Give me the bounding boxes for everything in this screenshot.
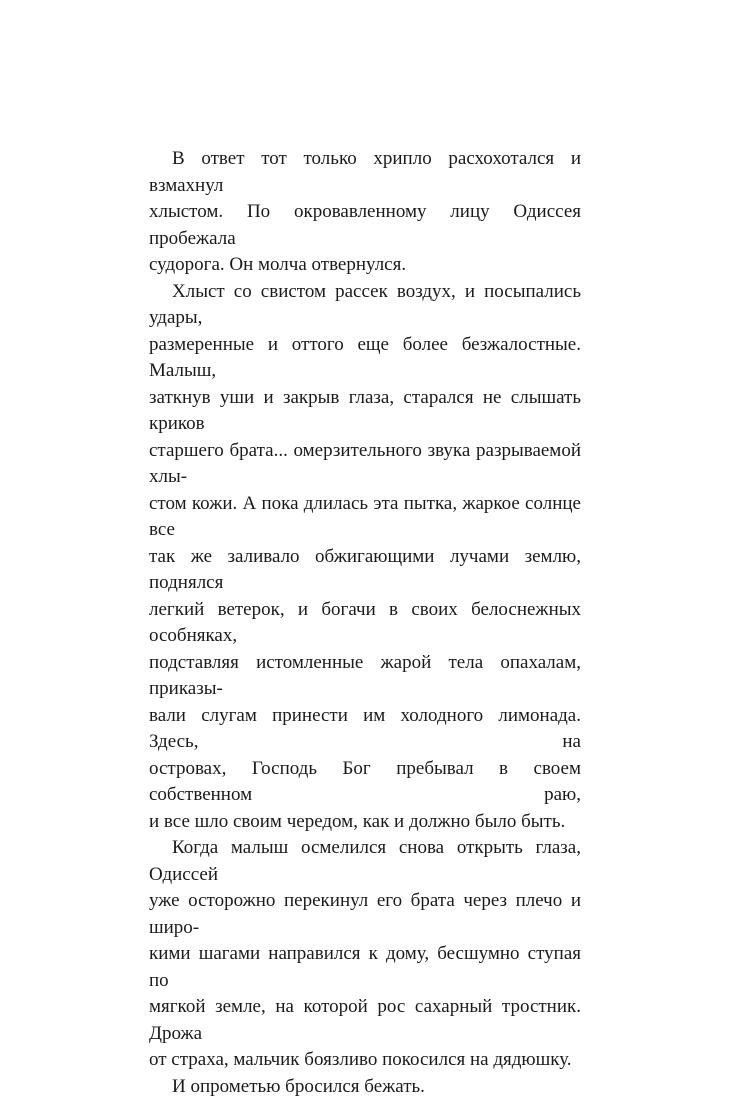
text-line: так же заливало обжигающими лучами землю, поднялся xyxy=(149,544,581,597)
text-line: Когда малыш осмелился снова открыть глаза, Одиссей xyxy=(149,835,581,888)
text-line: кими шагами направился к дому, бесшумно ступая по xyxy=(149,941,581,994)
paragraph-1 xyxy=(149,146,581,279)
text-line: стом кожи. А пока длилась эта пытка, жаркое солнце все xyxy=(149,491,581,544)
text-line: И опрометью бросился бежать. xyxy=(149,1074,581,1100)
text-line: В ответ тот только хрипло расхохотался и взмахнул xyxy=(149,146,581,199)
text-line: уже осторожно перекинул его брата через плечо и широ- xyxy=(149,888,581,941)
text-line: легкий ветерок, и богачи в своих белоснежных особняках, xyxy=(149,597,581,650)
text-line: Хлыст со свистом рассек воздух, и посыпались удары, xyxy=(149,279,581,332)
text-line: подставляя истомленные жарой тела опахалам, приказы- xyxy=(149,650,581,703)
text-line: вали слугам принести им холодного лимонада. Здесь, на xyxy=(149,703,581,756)
text-line: судорога. Он молча отвернулся. xyxy=(149,252,581,279)
body-text xyxy=(149,146,581,1100)
paragraph-4 xyxy=(149,1074,581,1100)
text-line: размеренные и оттого еще более безжалостные. Малыш, xyxy=(149,332,581,385)
paragraph-3 xyxy=(149,835,581,1074)
text-line: мягкой земле, на которой рос сахарный тростник. Дрожа xyxy=(149,994,581,1047)
text-line: старшего брата... омерзительного звука разрываемой хлы- xyxy=(149,438,581,491)
text-line: хлыстом. По окровавленному лицу Одиссея пробежала xyxy=(149,199,581,252)
text-line: заткнув уши и закрыв глаза, старался не слышать криков xyxy=(149,385,581,438)
text-line: островах, Господь Бог пребывал в своем собственном раю, xyxy=(149,756,581,809)
paragraph-2 xyxy=(149,279,581,836)
text-line: от страха, мальчик боязливо покосился на дядюшку. xyxy=(149,1047,581,1074)
text-line: и все шло своим чередом, как и должно было быть. xyxy=(149,809,581,836)
